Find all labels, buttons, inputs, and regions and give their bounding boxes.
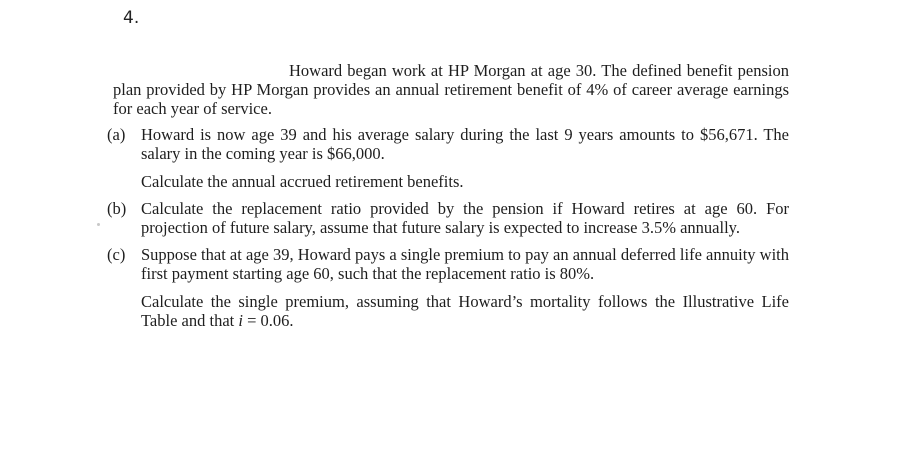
- part-b: [107, 199, 789, 237]
- part-b-text: Calculate the replacement ratio provided by the pension if Howard retires at age 60. For projection of future salary, assume that future salary is expected to increase 3.5% annually.: [141, 199, 789, 237]
- part-a-label: (a): [107, 125, 126, 144]
- question-number: 4.: [123, 8, 140, 28]
- problem-text: [107, 61, 789, 338]
- part-a-text: Howard is now age 39 and his average salary during the last 9 years amounts to $56,671. The salary in the coming year is $66,000.: [141, 125, 789, 163]
- part-b-label: (b): [107, 199, 127, 218]
- scan-speck: [97, 223, 100, 226]
- part-c-instruction-prefix: Calculate the single premium, assuming that Howard’s mortality follows the Illustrative Life Table and that: [141, 292, 789, 330]
- part-c-instruction-suffix: = 0.06.: [242, 311, 294, 330]
- part-c: [107, 245, 789, 330]
- intro-paragraph: Howard began work at HP Morgan at age 30. The defined benefit pension plan provided by HP Morgan provides an annual retirement benefit of 4% of career average earnings for each year of service.: [113, 61, 789, 118]
- part-c-text: Suppose that at age 39, Howard pays a single premium to pay an annual deferred life annuity with first payment starting age 60, such that the replacement ratio is 80%.: [141, 245, 789, 283]
- part-c-instruction: [141, 292, 789, 330]
- part-c-label: (c): [107, 245, 126, 264]
- interest-rate-variable: i: [238, 311, 243, 330]
- part-a-instruction: Calculate the annual accrued retirement benefits.: [141, 172, 464, 191]
- part-a: [107, 125, 789, 191]
